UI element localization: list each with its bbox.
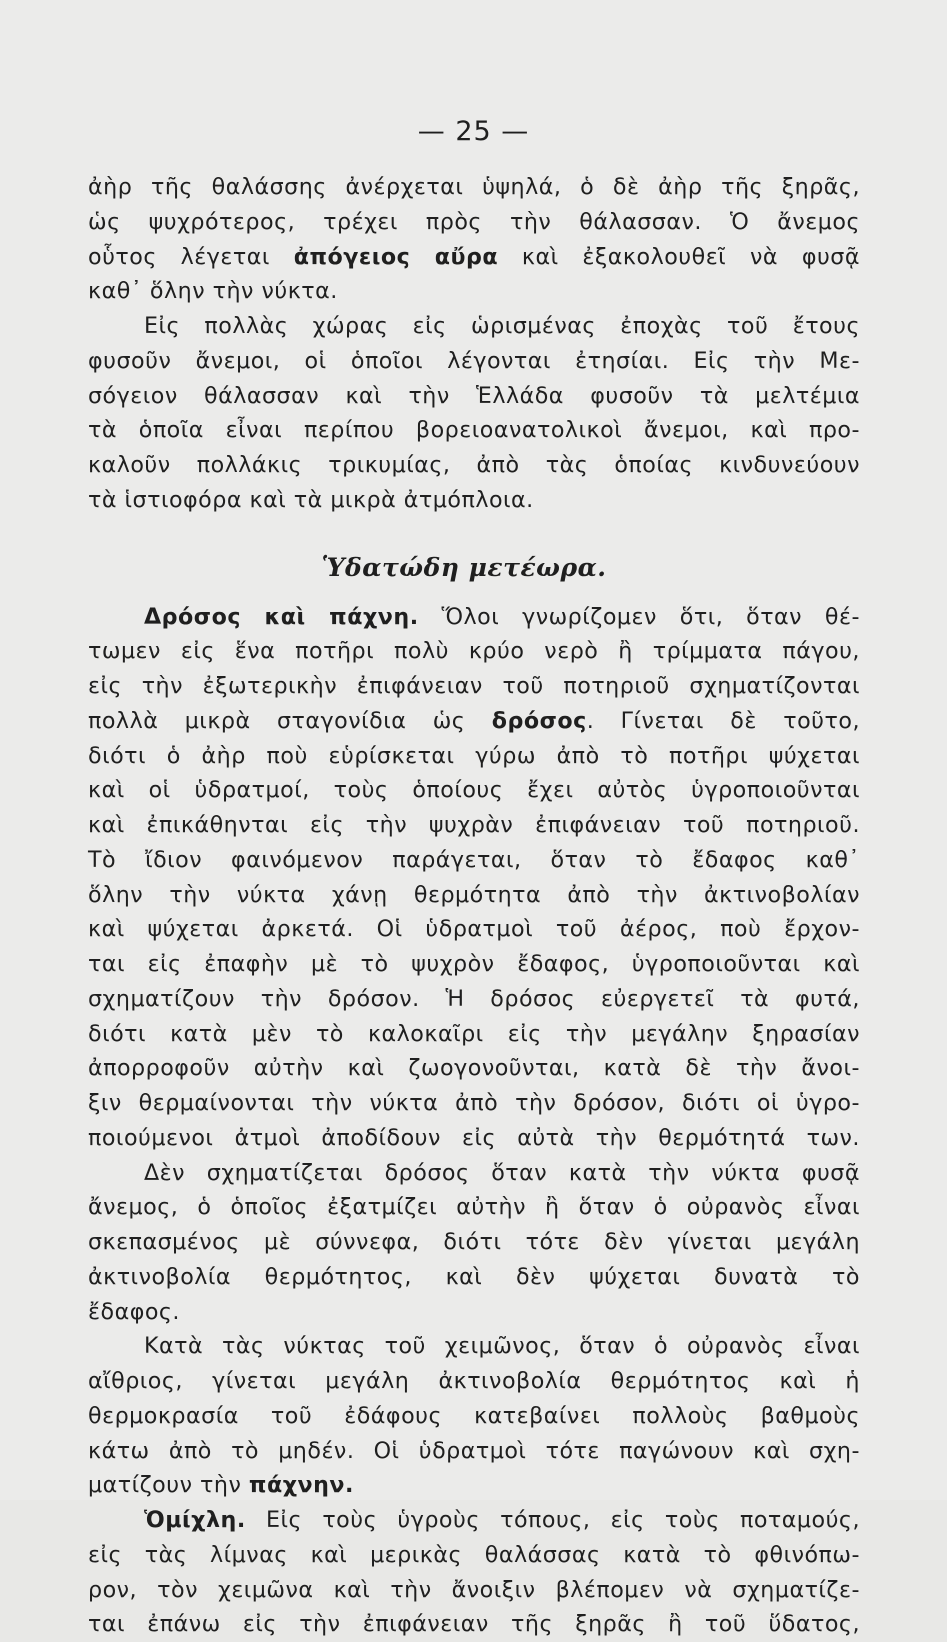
- section-heading: Ὑδατώδη μετέωρα.: [321, 552, 607, 582]
- text-line: σκεπασμένος μὲ σύννεφα, διότι τότε δὲν γίνεται μεγάλη: [88, 1229, 860, 1255]
- text-line: καὶ ἐπικάθηνται εἰς τὴν ψυχρὰν ἐπιφάνειαν τοῦ ποτηριοῦ.: [88, 812, 860, 838]
- text-line: Τὸ ἴδιον φαινόμενον παράγεται, ὅταν τὸ ἔδαφος καθ᾽: [88, 846, 860, 873]
- text-line: αἴθριος, γίνεται μεγάλη ἀκτινοβολία θερμότητος καὶ ἡ: [88, 1368, 860, 1394]
- text-line: καὶ οἱ ὑδρατμοί, τοὺς ὁποίους ἔχει αὐτὸς ὑγροποιοῦνται: [88, 777, 860, 804]
- text-line: διότι ὁ ἀὴρ ποὺ εὑρίσκεται γύρω ἀπὸ τὸ ποτῆρι ψύχεται: [88, 742, 860, 769]
- text-line: καὶ ψύχεται ἀρκετά. Οἱ ὑδρατμοὶ τοῦ ἀέρος, ποὺ ἔρχον-: [88, 916, 860, 943]
- term-drosos-pachni: Δρόσος καὶ πάχνη.: [144, 603, 419, 630]
- text-line: ἀπορροφοῦν αὐτὴν καὶ ζωογονοῦνται, κατὰ δὲ τὴν ἄνοι-: [88, 1055, 860, 1082]
- text-line: ματίζουν τὴν πάχνην.: [88, 1472, 354, 1499]
- paragraph-5: [88, 1329, 860, 1503]
- page-body: [88, 170, 860, 1642]
- paragraph-1: [88, 170, 860, 309]
- text-line: τὰ ὁποῖα εἶναι περίπου βορειοανατολικοὶ ἄνεμοι, καὶ προ-: [88, 417, 860, 444]
- text-line: διότι κατὰ μὲν τὸ καλοκαῖρι εἰς τὴν μεγάλην ξηρασίαν: [88, 1020, 860, 1047]
- text-line: σόγειον θάλασσαν καὶ τὴν Ἑλλάδα φυσοῦν τὰ μελτέμια: [88, 382, 860, 409]
- text-line: ὅλην τὴν νύκτα χάνῃ θερμότητα ἀπὸ τὴν ἀκτινοβολίαν: [88, 881, 860, 908]
- text-line: ξιν θερμαίνονται τὴν νύκτα ἀπὸ τὴν δρόσον, διότι οἱ ὑγρο-: [88, 1090, 860, 1116]
- paragraph-6: [88, 1503, 860, 1642]
- text-line: Εἰς πολλὰς χώρας εἰς ὡρισμένας ἐποχὰς τοῦ ἔτους: [144, 313, 860, 339]
- text-line: ἔδαφος.: [88, 1298, 180, 1325]
- text-line: τὰ ἱστιοφόρα καὶ τὰ μικρὰ ἀτμόπλοια.: [88, 486, 534, 513]
- text-line: καθ᾽ ὅλην τὴν νύκτα.: [88, 278, 338, 305]
- text-line: ἀκτινοβολία θερμότητος, καὶ δὲν ψύχεται δυνατὰ τὸ: [88, 1263, 860, 1290]
- text-line: ἄνεμος, ὁ ὁποῖος ἐξατμίζει αὐτὴν ἢ ὅταν ὁ οὐρανὸς εἶναι: [88, 1194, 860, 1221]
- text-line: καλοῦν πολλάκις τρικυμίας, ἀπὸ τὰς ὁποίας κινδυνεύουν: [88, 452, 860, 478]
- page-number: — 25 —: [417, 116, 530, 147]
- paragraph-3: [88, 600, 860, 1156]
- term-drosos: δρόσος: [491, 707, 587, 734]
- text-line: Κατὰ τὰς νύκτας τοῦ χειμῶνος, ὅταν ὁ οὐρανὸς εἶναι: [144, 1333, 860, 1360]
- term-pachni: πάχνην.: [248, 1472, 354, 1499]
- text-line: εἰς τὴν ἐξωτερικὴν ἐπιφάνειαν τοῦ ποτηριοῦ σχηματίζονται: [88, 673, 860, 699]
- text-line: Δὲν σχηματίζεται δρόσος ὅταν κατὰ τὴν νύκτα φυσᾷ: [144, 1159, 860, 1186]
- text-line: ται εἰς ἐπαφὴν μὲ τὸ ψυχρὸν ἔδαφος, ὑγροποιοῦνται καὶ: [88, 951, 860, 977]
- text-line: ὡς ψυχρότερος, τρέχει πρὸς τὴν θάλασσαν. Ὁ ἄνεμος: [88, 208, 860, 235]
- text-line: φυσοῦν ἄνεμοι, οἱ ὁποῖοι λέγονται ἐτησίαι. Εἰς τὴν Με-: [88, 347, 860, 374]
- term-apogeios-avra: ἀπόγειος αὔρα: [293, 243, 499, 270]
- term-omichli: Ὁμίχλη.: [144, 1507, 246, 1533]
- text-line: θερμοκρασία τοῦ ἐδάφους κατεβαίνει πολλοὺς βαθμοὺς: [88, 1402, 860, 1429]
- text-line: ρον, τὸν χειμῶνα καὶ τὴν ἄνοιξιν βλέπομεν νὰ σχηματίζε-: [88, 1576, 860, 1603]
- text-line: Ὁμίχλη. Εἰς τοὺς ὑγροὺς τόπους, εἰς τοὺς ποταμούς,: [144, 1507, 860, 1533]
- paragraph-2: [88, 309, 860, 518]
- text-line: Δρόσος καὶ πάχνη. Ὅλοι γνωρίζομεν ὅτι, ὅταν θέ-: [144, 603, 860, 630]
- text-line: ἀὴρ τῆς θαλάσσης ἀνέρχεται ὑψηλά, ὁ δὲ ἀὴρ τῆς ξηρᾶς,: [88, 174, 860, 200]
- text-line: σχηματίζουν τὴν δρόσον. Ἡ δρόσος εὐεργετεῖ τὰ φυτά,: [88, 985, 860, 1012]
- text-line: πολλὰ μικρὰ σταγονίδια ὡς δρόσος. Γίνεται δὲ τοῦτο,: [88, 707, 860, 734]
- text-line: ται ἐπάνω εἰς τὴν ἐπιφάνειαν τῆς ξηρᾶς ἢ τοῦ ὕδατος,: [88, 1611, 860, 1638]
- text-line: κάτω ἀπὸ τὸ μηδέν. Οἱ ὑδρατμοὶ τότε παγώνουν καὶ σχη-: [88, 1437, 860, 1464]
- text-line: οὗτος λέγεται ἀπόγειος αὔρα καὶ ἐξακολουθεῖ νὰ φυσᾷ: [88, 243, 860, 270]
- text-line: ποιούμενοι ἀτμοὶ ἀποδίδουν εἰς αὐτὰ τὴν θερμότητά των.: [88, 1124, 860, 1151]
- text-line: εἰς τὰς λίμνας καὶ μερικὰς θαλάσσας κατὰ τὸ φθινόπω-: [88, 1541, 860, 1568]
- text-line: τωμεν εἰς ἕνα ποτῆρι πολὺ κρύο νερὸ ἢ τρίμματα πάγου,: [88, 638, 860, 665]
- paragraph-4: [88, 1156, 860, 1330]
